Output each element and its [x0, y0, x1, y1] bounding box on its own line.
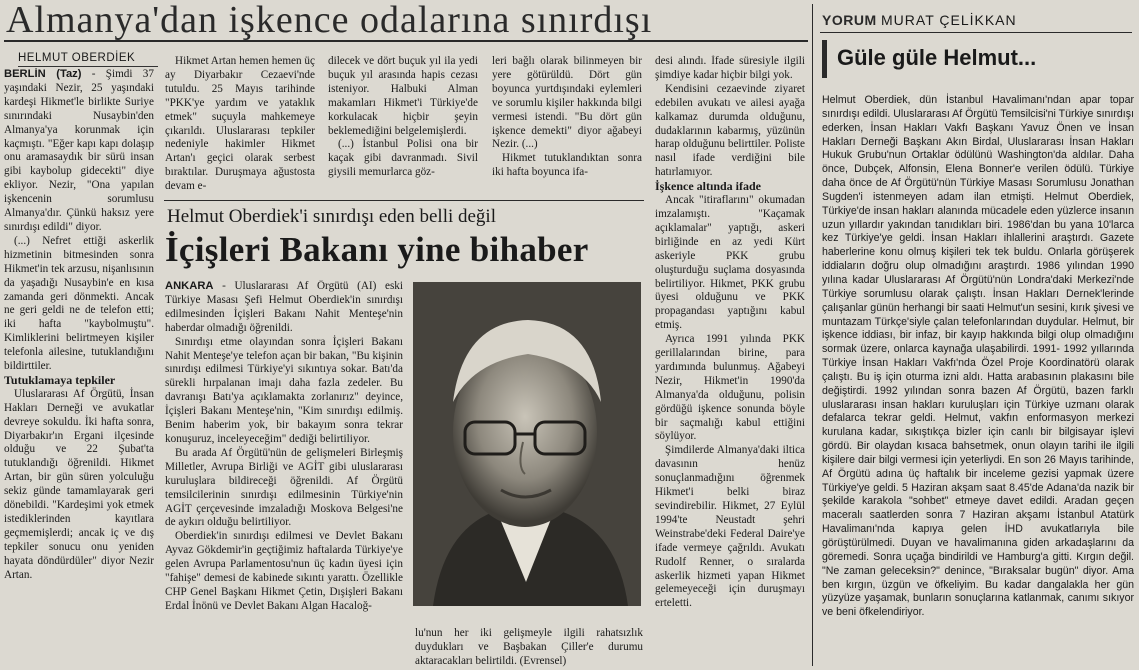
dateline: BERLİN (Taz) [4, 68, 82, 80]
column-author: MURAT ÇELİKKAN [881, 12, 1017, 28]
column-label: YORUM [822, 12, 877, 28]
article-column-4 [492, 55, 642, 195]
paragraph: Helmut Oberdiek, dün İstanbul Havalimanı'ndan apar topar sınırdışı edildi. Uluslararası Af Örgütü Temsilcisi'ni Türkiye sınırdışı ederken, İnsan Hakları Vakfı Başkanı Yavuz Önen ve İnsan Hakları Derneği Başkanı Akın Birdal, Uluslararası İnsan Hakları Hukuk Grubu'nun Ortaklar ödülünü Washington'da aldılar. Daha önce, Dubçek, Alfonsin, Elena Bonner'e verilen ödülü. Türkiye daha önce de Af Örgütü'nün Türkiye Masası Sorumlusu Jonathan Sugden'i istenmeyen adam ilan etmişti. Helmut Oberdiek, Türkiye'de insan hakları alanında mücadele eden yüzlerce insanın uzun yıllardır yakından tanıdıkları biri. 1986'dan bu yana 10'larca kez Türkiye'ye geldi. İnsan Hakları ihlallerini araştırdı. Gazete haberlerine konu olmuş kişileri tek tek buldu. Onlarla görüşerek iddiaların doğru olup olmadığını araştırdı. 1986 yılından 1990 yılına kadar Uluslararası Af Örgütü'nün Londra'daki Merkezi'nde Türkiye sorumlusu olarak çalıştı. İnsan Hakları Dernek'lerinde çalışanlar günün herhangi bir saati Helmut'un sesini, kırık şivesi ve muntazam Türkçe'siyle çalan telefonlarından duydular. Helmut, bir işkence iddiası, bir infaz, bir kayıp hakkında bilgi olup olmadığını sormak üzere, onlarca kaynağa ulaşabilirdi. 1991- 1992 yıllarında Türkiye İnsan Hakları Vakfı'nda Özel Proje Koordinatörü olarak çalıştı. Bu iş için oturma izni aldı. Hatta arabasının plakasını bile değiştirdi. 1992 yılından sonra bazen Af Örgütü, bazen farklı uluslararası insan hakları kuruluşları için Türkiye uzmanı olarak defalarca tekrar geldi. Helmut, vakfın enformasyon merkezi kurulana kadar, sıkıştıkça bizler için canlı bir bilgisayar işlevi gördü. Bir olaydan kısaca bahsetmek, onun olayın tarihi ile ilgili kişilere dair bilgi vermesi için yeterliydi. En son 26 Mayıs tarihinde, Af Örgütü adına üç haftalık bir inceleme gezisi yapmak üzere Türkiye'ye geldi. 5 Haziran akşam saat 8.45'de Adana'da nazik bir şekilde karakola "sohbet" etmeye davet edildi. Aradan geçen maceralı saatlerden sonra 7 Haziran akşamı İstanbul Atatürk Havalimanı'nda kapıya gelen İHD avukatlarıyla bile görüştürülmedi. Duyan ve havalimanına giden arkadaşlarını da göremedi. Sonra uçağa bindirildi ve Hamburg'a gitti. Kırgın değil. "Ne zaman geleceksin?" denince, "Bıraksalar bugün" diyor. Ama ben kırgın, üzgün ve öfkeliyim. Bu kadar dangalakla her gün yüzyüze yaşamak, bunların sonuçlarına katlanmak, canımı sıkıyor ve beni öfkelendiriyor. [822, 94, 1134, 619]
article-column-5 [655, 55, 805, 667]
subheading: Tutuklamaya tepkiler [4, 372, 116, 387]
paragraph: Uluslararası Af Örgütü, İnsan Hakları Derneği ve avukatlar devreye sokuldu. İki hafta sonra, Diyarbakır'ın Ergani ilçesinde olduğu ve 22 Şubat'ta tutuklandığı öğrenildi. Hikmet Artan, bir gün süren yolculuğu sekiz günde tamamlayarak geri dönebildi. "Kardeşimi yok etmek istediklerinden kayıtlara geçmemişlerdi; ancak iç ve dış tepkiler sonucu onu yeniden hayata döndürdüler" diyor Nezir Artan. [4, 387, 154, 581]
paragraph: Ayrıca 1991 yılında PKK gerillalarından birine, para yardımında bulunmuş. Ağabeyi Nezir, Hikmet'in 1990'da Almanya'da olduğunu, polisin gördüğü işkence sonunda böyle bir saçmalığı kabul ettiğini söylüyor. [655, 333, 805, 443]
paragraph-text: - Şimdi 37 yaşındaki Nezir, 25 yaşındaki kardeşi Hikmet'le birlikte Suriye sınırındaki Nusaybin'den Almanya'ya korunmak için kaçmıştı. "Eğer kapı kapı dolaşıp onu aramasaydık bir sürü insan gibi kaybolup gidecekti" diye ekliyor. Nezir, "Ona yapılan işkencenin sorumlusu Almanya'dır. Çünkü haksız yere sınırdışı edildi" diyor. [4, 68, 154, 233]
article-column-1 [4, 68, 154, 668]
ankara-column [165, 280, 403, 668]
paragraph: Hikmet Artan hemen hemen üç ay Diyarbakır Cezaevi'nde tutuldu. 25 Mayıs tarihinde "PKK'ye yardım ve yataklık etmek" suçuyla mahkemeye çıkarıldı. Uluslararası tepkiler nedeniyle hakimler Hikmet Artan'ı geçici olarak serbest bıraktılar. Duruşmaya ağustosta devam e- [165, 55, 315, 193]
headline-rule [4, 40, 808, 42]
column-body [822, 94, 1134, 620]
paragraph: desi alındı. İfade süresiyle ilgili şimdiye kadar hiçbir bilgi yok. [655, 55, 805, 81]
column-divider [812, 4, 813, 666]
column-header-rule [820, 32, 1132, 33]
paragraph: (...) Nefret ettiği askerlik hizmetinin bitmesinden sonra Hikmet'in tek arzusu, nişanlısının da yaşadığı Nusaybin'e en kısa zamanda geri dönmekti. Ancak ne geri geldi ne de telefon etti; iki hafta "kaybolmuştu". Kimliklerini belirtmeyen kişiler telefonla ailesine, tutuklandığını bildirttiler. [4, 234, 154, 373]
article-kicker: Helmut Oberdiek'i sınırdışı eden belli değil [167, 206, 496, 227]
paragraph: Hikmet tutuklandıktan sonra iki hafta boyunca ifa- [492, 152, 642, 179]
main-headline: Almanya'dan işkence odalarına sınırdışı [6, 0, 653, 40]
paragraph-text: - Uluslararası Af Örgütü (AI) eski Türkiye Masası Şefi Helmut Oberdiek'in sınırdışı edilmesinden İçişleri Bakanı Nahit Menteşe'nin haberdar olmadığı öğrenildi. [165, 280, 403, 334]
paragraph: Kendisini cezaevinde ziyaret edebilen avukatı ve ailesi ayağa kalkamaz durumda olduğunu, dudaklarının kabarmış, yüzünün harap olduğunu belirttiler. Poliste nasıl ifade verdiğini bile hatırlamıyor. [655, 82, 805, 179]
article-column-2 [165, 55, 315, 195]
paragraph: Oberdiek'in sınırdışı edilmesi ve Devlet Bakanı Ayvaz Gökdemir'in geçtiğimiz haftalarda Türkiye'ye gelen Avrupa Parlamentosu'nun üç kadın üyesi için "fahişe" demesi de kabinede sıkıntı yarattı. Özellikle CHP Genel Başkanı Hikmet Çetin, Dışişleri Bakanı Erdal İnönü ve Devlet Bakanı Algan Hacaloğ- [165, 530, 403, 612]
column-title: Güle güle Helmut... [822, 40, 1132, 78]
photo-caption: lu'nun her iki gelişmeyle ilgili rahatsızlık duydukları ve Başbakan Çiller'e durumu aktaracakları belirtildi. (Evrensel) [415, 627, 643, 667]
paragraph: (...) İstanbul Polisi ona bir kaçak gibi davranmadı. Sivil giysili memurlarca göz- [328, 138, 478, 179]
article-column-3 [328, 55, 478, 195]
column-header [822, 12, 1132, 28]
subheading: İşkence altında ifade [655, 179, 762, 194]
byline: HELMUT OBERDİEK [18, 52, 158, 67]
section-rule [164, 200, 644, 201]
paragraph: dilecek ve dört buçuk yıl ila yedi buçuk yıl arasında hapis cezası isteniyor. Halbuki Alman makamları Hikmet'i Türkiye'de korkulacak hiçbir şeyin beklemediğini belgelemişlerdi. [328, 55, 478, 137]
portrait-photo-icon [413, 282, 641, 606]
paragraph: leri bağlı olarak bilinmeyen bir yere götürüldü. Dört gün boyunca yurtdışındaki eylemleri ve sorumlu kişiler hakkında bilgi vermesi istendi. "Bu dört gün işkence demekti" diyor ağabeyi Nezir. (...) [492, 55, 642, 151]
paragraph: Şimdilerde Almanya'daki iltica davasının henüz sonuçlanmadığını öğrenmek Hikmet'i belki biraz sevindirebilir. Hikmet, 27 Eylül 1994'te Neustadt şehri Weinstrabe'deki Federal Daire'ye ifade vermeye çağrıldı. Avukatı Rudolf Renner, o sıralarda askerlik hizmeti yapan Hikmet gelemeyeceği için duruşmayı erteletti. [655, 444, 805, 610]
paragraph: Sınırdışı etme olayından sonra İçişleri Bakanı Nahit Menteşe'ye telefon açan bir bakan, "Bu kişinin sınırdışı edilmesi Türkiye'yi sıkıntıya sokar. Batı'da sürekli hırpalanan imajı daha fazla zedeler. Bu davranışı Batı'ya açıklamakta zorlanırız" deyince, İçişleri Bakanı Menteşe'nin, "Kim sınırdışı edilmiş. Benim haberim yok, bir bakayım sonra tekrar konuşuruz, inceleyeceğim" dediği belirtiliyor. [165, 335, 403, 445]
paragraph: Bu arada Af Örgütü'nün de gelişmeleri Birleşmiş Milletler, Avrupa Birliği ve AGİT gibi uluslararası kuruluşlara bildireceği öğrenildi. Af Örgütü temsilcilerinin sınırdışı edilmesinin Türkiye'nin AGİT çerçevesinde imzaladığı Moskova Belgesi'ne de aykırı olduğu belirtiliyor. [165, 446, 403, 529]
paragraph [4, 68, 154, 235]
paragraph [165, 280, 403, 336]
portrait-photo [413, 282, 641, 606]
paragraph: Ancak "itiraflarını" okumadan imzalamıştı. "Kaçamak açıklamalar" yaptığı, askeri birliğinde en az yedi Kürt askeriyle PKK grubu oluşturduğu suçlama dosyasında belirtiliyor. Hikmet, PKK grubu üyesi olduğunu ve PKK propagandası yaptığını kabul etmiş. [655, 194, 805, 332]
dateline: ANKARA [165, 280, 214, 292]
article-title: İçişleri Bakanı yine bihaber [165, 230, 589, 269]
